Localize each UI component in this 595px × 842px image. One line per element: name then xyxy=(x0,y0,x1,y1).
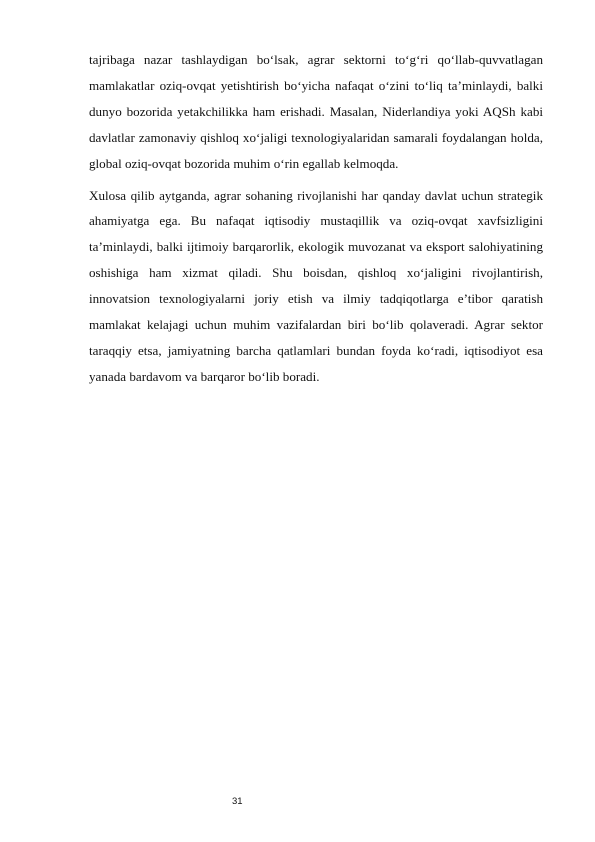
document-body xyxy=(89,47,543,390)
paragraph-2: Xulosa qilib aytganda, agrar sohaning rivojlanishi har qanday davlat uchun strategik ahamiyatga ega. Bu nafaqat iqtisodiy mustaqillik va oziq-ovqat xavfsizligini ta’minlaydi, balki ijtimoiy barqarorlik, ekologik muvozanat va eksport salohiyatining oshishiga ham xizmat qiladi. Shu boisdan, qishloq xo‘jaligini rivojlantirish, innovatsion texnologiyalarni joriy etish va ilmiy tadqiqotlarga e’tibor qaratish mamlakat kelajagi uchun muhim vazifalardan biri bo‘lib qolaveradi. Agrar sektor taraqqiy etsa, jamiyatning barcha qatlamlari bundan foyda ko‘radi, iqtisodiyot esa yanada bardavom va barqaror bo‘lib boradi. xyxy=(89,187,543,384)
paragraph-1: tajribaga nazar tashlaydigan bo‘lsak, agrar sektorni to‘g‘ri qo‘llab-quvvatlagan mamlakatlar oziq-ovqat yetishtirish bo‘yicha nafaqat o‘zini to‘liq ta’minlaydi, balki dunyo bozorida yetakchilikka ham erishadi. Masalan, Niderlandiya yoki AQSh kabi davlatlar zamonaviy qishloq xo‘jaligi texnologiyalaridan samarali foydalangan holda, global oziq-ovqat bozorida muhim o‘rin egallab kelmoqda. xyxy=(89,52,543,171)
page-number: 31 xyxy=(232,796,243,807)
